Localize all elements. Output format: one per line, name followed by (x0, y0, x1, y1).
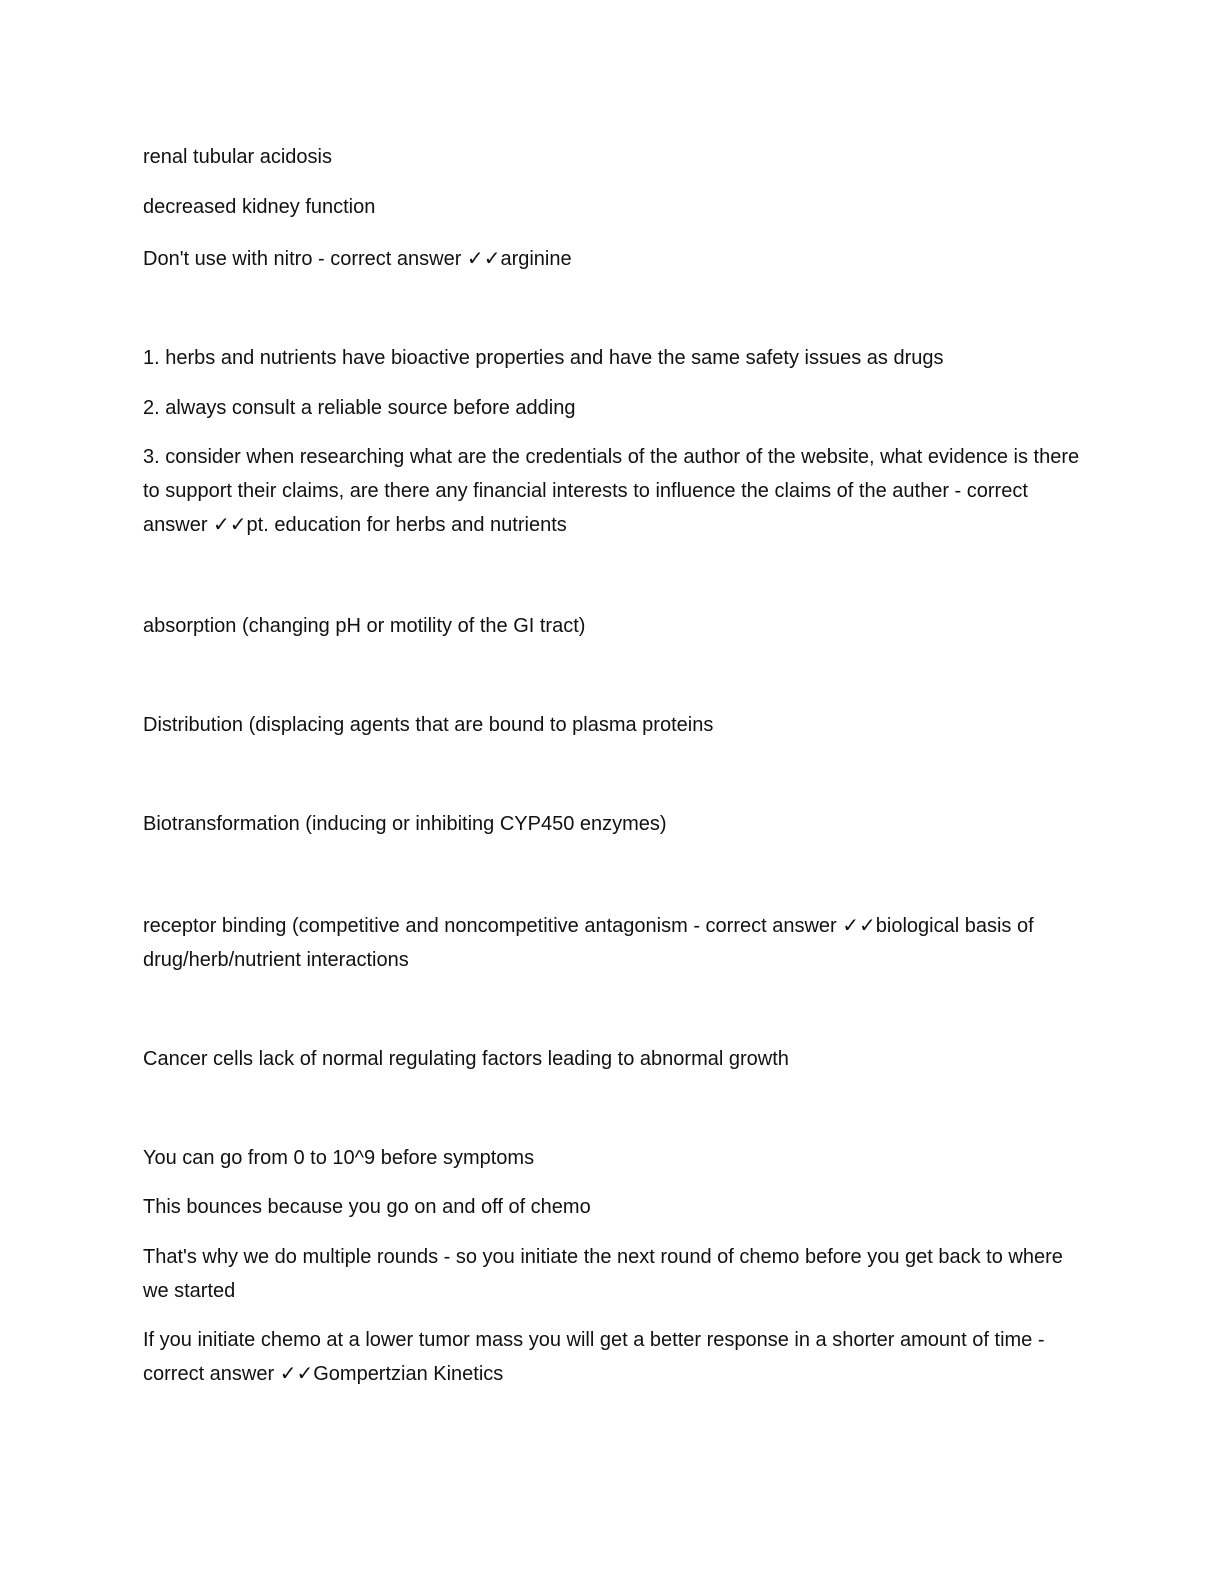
text-paragraph: 3. consider when researching what are the credentials of the author of the website, what evidence is there to support their claims, are there any financial interests to influence the claims of the auther - correct answer ✓✓pt. education for herbs and nutrients (143, 446, 1080, 536)
text-paragraph: If you initiate chemo at a lower tumor mass you will get a better response in a shorter amount of time - correct answer ✓✓Gompertzian Kinetics (143, 1329, 1045, 1385)
text-line: You can go from 0 to 10^9 before symptoms (143, 1147, 535, 1169)
text-line: renal tubular acidosis (143, 146, 332, 168)
text-line: absorption (changing pH or motility of the GI tract) (143, 615, 586, 637)
text-line: decreased kidney function (143, 196, 376, 218)
text-line: 2. always consult a reliable source before adding (143, 397, 576, 419)
text-line: Distribution (displacing agents that are bound to plasma proteins (143, 714, 714, 736)
text-paragraph: receptor binding (competitive and noncompetitive antagonism - correct answer ✓✓biological basis of drug/herb/nutrient interactions (143, 915, 1034, 971)
text-line: Don't use with nitro - correct answer ✓✓arginine (143, 248, 572, 270)
text-paragraph: That's why we do multiple rounds - so you initiate the next round of chemo before you get back to where we started (143, 1246, 1063, 1302)
text-line: 1. herbs and nutrients have bioactive properties and have the same safety issues as drugs (143, 347, 944, 369)
text-line: This bounces because you go on and off of chemo (143, 1196, 591, 1218)
text-line: Cancer cells lack of normal regulating factors leading to abnormal growth (143, 1048, 789, 1070)
text-line: Biotransformation (inducing or inhibiting CYP450 enzymes) (143, 813, 667, 835)
